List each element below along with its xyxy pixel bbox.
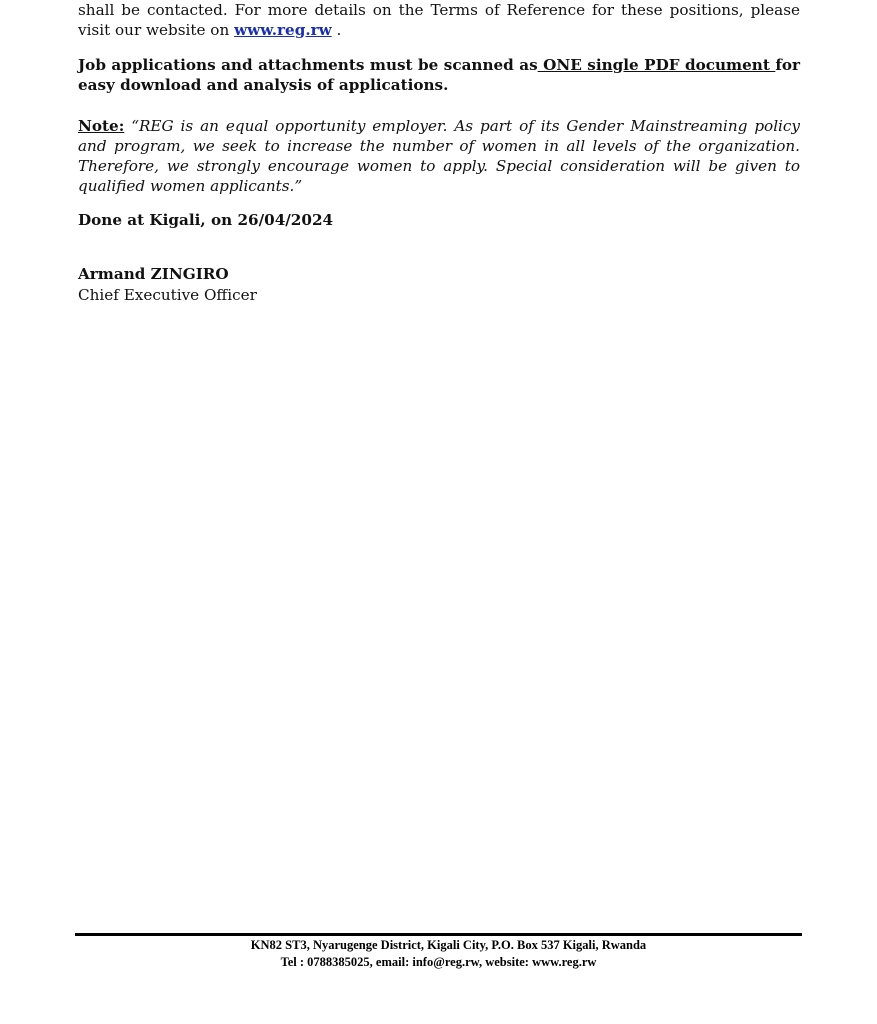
contact-paragraph [78,0,800,40]
application-instructions-start: Job applications and attachments must be scanned as [78,56,538,74]
footer-address: KN82 ST3, Nyarugenge District, Kigali City, P.O. Box 537 Kigali, Rwanda [250,938,647,952]
pdf-requirement: ONE single PDF document [537,56,776,74]
signatory-name: Armand ZINGIRO [78,265,229,283]
footer-divider [75,933,802,936]
contact-paragraph-text: shall be contacted. For more details on the Terms of Reference for these positions, please visit our website on [78,1,800,39]
application-instructions-end: for easy download and analysis of applications. [78,56,800,94]
footer-contacts: Tel : 0788385025, email: info@reg.rw, website: www.reg.rw [280,955,597,969]
done-at-line: Done at Kigali, on 26/04/2024 [78,211,334,229]
contact-paragraph-end: . [331,21,342,39]
equal-opportunity-note [78,116,800,196]
website-link[interactable]: www.reg.rw [234,21,332,39]
note-label: Note: [78,117,125,135]
note-text: “REG is an equal opportunity employer. As part of its Gender Mainstreaming policy and program, we seek to increase the number of women in all levels of the organization. Therefore, we strongly encourage women to apply. Special consideration will be given to qualified women applicants.” [78,117,800,195]
signatory-title: Chief Executive Officer [78,286,257,304]
application-instructions [78,55,800,95]
